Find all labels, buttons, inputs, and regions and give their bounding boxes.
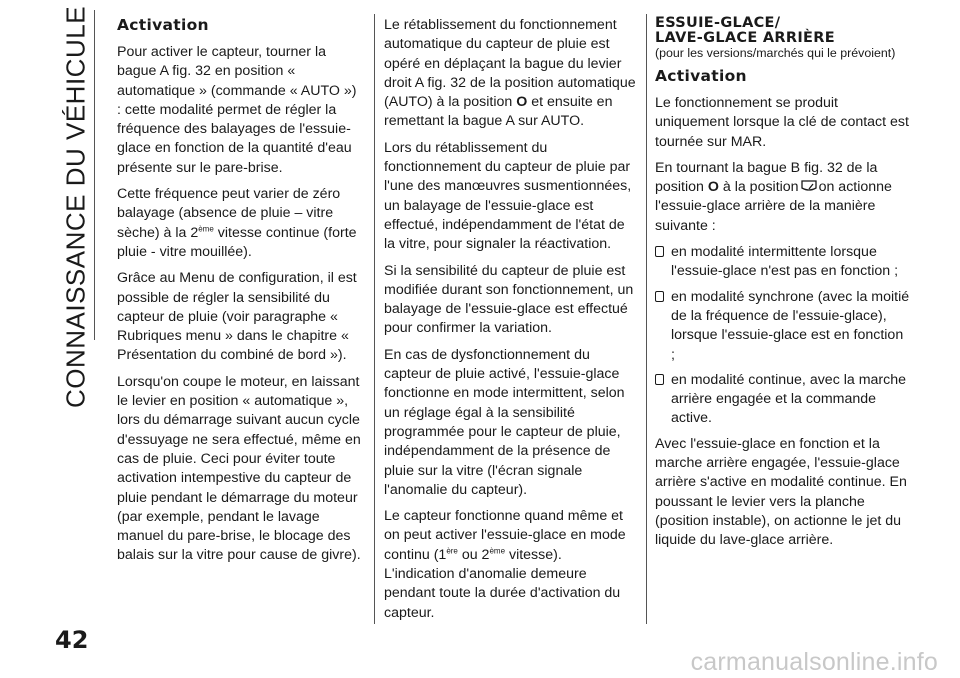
paragraph: Le fonctionnement se produit uniquement lorsque la clé de contact est tournée sur MAR. xyxy=(655,95,909,150)
position-o-symbol: O xyxy=(707,179,719,196)
watermark: carmanualsonline.info xyxy=(690,648,938,676)
column-2 xyxy=(384,16,636,630)
section-title-line: LAVE-GLACE ARRIÈRE xyxy=(655,30,835,46)
paragraph: En cas de dysfonctionnement du capteur de pluie activé, l'essuie-glace fonctionne en mode intermittent, selon un réglage égal à la sensibilité programmée pour le capteur de pluie, indépendamment de la présence de pluie sur la vitre (l'écran signale l'anomalie du capteur). xyxy=(384,346,625,498)
paragraph xyxy=(384,507,636,623)
text: Le rétablissement du fonctionnement automatique du capteur de pluie est opéré en déplaçant la bague du levier droit A fig. 32 de la position automatique (AUTO) à la position xyxy=(384,17,636,111)
list-item-text: en modalité intermittente lorsque l'essuie-glace n'est pas en fonction ; xyxy=(671,244,899,280)
position-o-symbol: O xyxy=(516,94,528,111)
list-item xyxy=(655,243,910,282)
column-divider xyxy=(374,14,375,624)
activation-heading: Activation xyxy=(117,16,209,34)
column-1 xyxy=(117,16,362,573)
page-number: 42 xyxy=(55,626,89,654)
paragraph: Lorsqu'on coupe le moteur, en laissant le levier en position « automatique », lors du démarrage suivant aucun cycle d'essuyage ne sera effectué, même en cas de pluie. Ceci pour éviter toute activation intempestive du capteur de pluie pendant le démarrage du moteur (par exemple, pendant le lavage manuel du pare-brise, le blocage des balais sur la vitre pour cause de givre). xyxy=(117,373,361,564)
list-item-text: en modalité continue, avec la marche arrière engagée et la commande active. xyxy=(671,371,907,427)
text: et ensuite en remettant la bague A sur AUTO. xyxy=(384,94,613,130)
text: vitesse continue (forte pluie - vitre mouillée). xyxy=(117,224,357,260)
text: ou 2 xyxy=(461,546,490,563)
checkbox-bullet-icon xyxy=(655,246,664,257)
paragraph: Avec l'essuie-glace en fonction et la marche arrière engagée, l'essuie-glace arrière s'active en modalité continue. En poussant le levier vers la planche (position instable), on actionne le jet du liquide du lave-glace arrière. xyxy=(655,435,907,549)
paragraph xyxy=(384,16,636,132)
paragraph: Pour activer le capteur, tourner la bague A fig. 32 en position « automatique » (commande « AUTO ») : cette modalité permet de régler la fréquence des balayages de l'essuie-glace en fonction de la quantité d'eau présente sur le pare-brise. xyxy=(117,44,357,176)
text: on actionne l'essuie-glace arrière de la manière suivante : xyxy=(655,179,892,234)
superscript: ème xyxy=(489,545,506,555)
checkbox-bullet-icon xyxy=(655,291,664,302)
list-item xyxy=(655,371,910,429)
column-divider xyxy=(646,14,647,624)
list-item-text: en modalité synchrone (avec la moitié de la fréquence de l'essuie-glace), lorsque l'essuie-glace est en fonction ; xyxy=(671,288,910,363)
section-title-line: ESSUIE-GLACE/ xyxy=(655,15,781,31)
paragraph: Grâce au Menu de configuration, il est possible de régler la sensibilité du capteur de pluie (voir paragraphe « Rubriques menu » dans le chapitre « Présentation du combiné de bord »). xyxy=(117,270,357,364)
rear-wiper-icon xyxy=(801,179,817,193)
availability-note: (pour les versions/marchés qui le prévoient) xyxy=(655,46,896,60)
text: vitesse). L'indication d'anomalie demeure pendant toute la durée d'activation du capteur. xyxy=(384,546,621,621)
paragraph: Si la sensibilité du capteur de pluie est modifiée durant son fonctionnement, un balayage de l'essuie-glace est effectué pour confirmer la variation. xyxy=(384,262,634,337)
paragraph xyxy=(117,185,362,262)
list-item xyxy=(655,288,910,365)
side-title-rule xyxy=(94,10,95,340)
superscript: ème xyxy=(198,223,214,233)
section-side-title xyxy=(56,5,96,409)
text: à la position xyxy=(722,179,799,196)
activation-heading: Activation xyxy=(655,67,747,85)
paragraph: Lors du rétablissement du fonctionnement du capteur de pluie par l'une des manœuvres susmentionnées, un balayage de l'essuie-glace est effectué, indépendamment de l'état de la vitre, pour signaler la réactivation. xyxy=(384,139,632,253)
superscript: ère xyxy=(446,545,458,555)
text: Cette fréquence peut varier de zéro balayage (absence de pluie – vitre sèche) à la 2 xyxy=(117,186,341,241)
checkbox-bullet-icon xyxy=(655,374,664,385)
section-title-text: CONNAISSANCE DU VÉHICULE xyxy=(60,5,91,409)
text: En tournant la bague B fig. 32 de la position xyxy=(655,159,878,196)
section-title xyxy=(655,16,910,46)
column-3 xyxy=(655,16,910,558)
text: Le capteur fonctionne quand même et on peut activer l'essuie-glace en mode continu (1 xyxy=(384,508,626,563)
paragraph xyxy=(655,159,910,236)
